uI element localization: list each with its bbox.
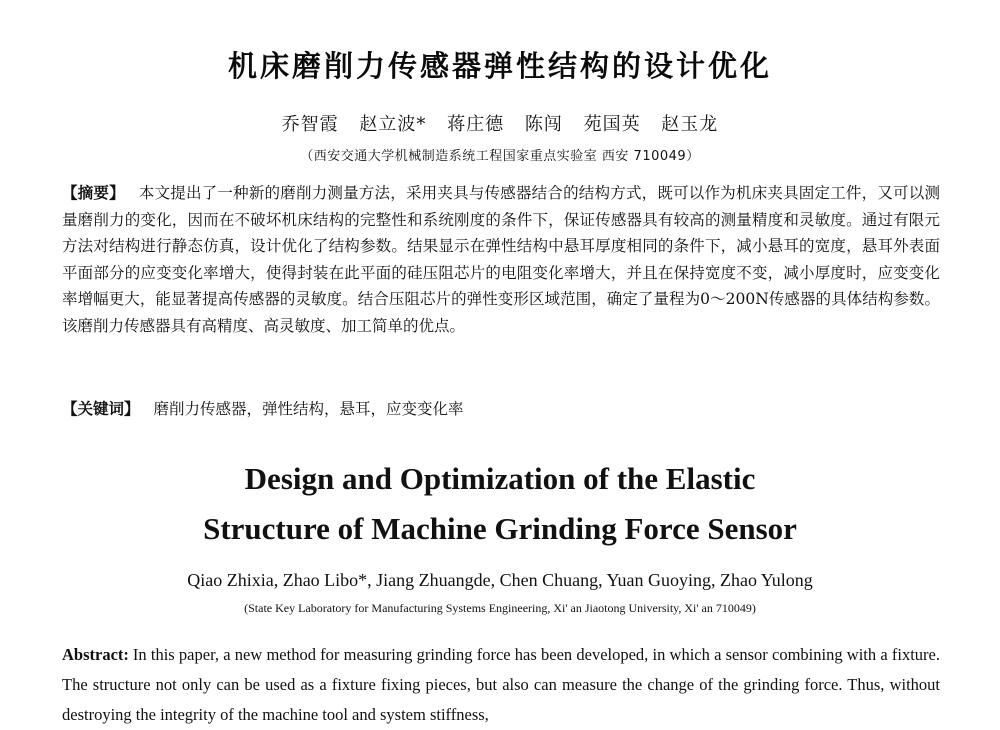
chinese-authors: 乔智霞 赵立波* 蒋庄德 陈闯 苑国英 赵玉龙 — [281, 114, 719, 135]
chinese-abstract-text: 本文提出了一种新的磨削力测量方法，采用夹具与传感器结合的结构方式，既可以作为机床夹具固定工件，又可以测量磨削力的变化，因而在不破坏机床结构的完整性和系统刚度的条件下，保证传感器具有较高的测量精度和灵敏度。通过有限元方法对结构进行静态仿真，设计优化了结构参数。结果显示在弹性结构中悬耳厚度相同的条件下，减小悬耳的宽度，悬耳外表面平面部分的应变变化率增大，使得封装在此平面的硅压阻芯片的电阻变化率增大，并且在保持宽度不变，减小厚度时，应变变化率增幅更大，能显著提高传感器的灵敏度。结合压阻芯片的弹性变形区域范围，确定了量程为0～200N传感器的具体结构参数。该磨削力传感器具有高精度、高灵敏度、加工简单的优点。 — [62, 184, 940, 335]
chinese-abstract-label: 【摘要】 — [62, 184, 125, 202]
chinese-title: 机床磨削力传感器弹性结构的设计优化 — [227, 49, 772, 83]
english-title — [0, 454, 1000, 554]
chinese-abstract — [62, 180, 940, 339]
english-abstract — [62, 640, 940, 730]
chinese-affiliation: （西安交通大学机械制造系统工程国家重点实验室 西安 710049） — [300, 149, 700, 164]
english-abstract-label: Abstract: — [62, 645, 129, 664]
english-affiliation: (State Key Laboratory for Manufacturing Systems Engineering, Xi' an Jiaotong University, Xi' an 710049) — [244, 601, 756, 615]
chinese-keywords-text: 磨削力传感器，弹性结构，悬耳，应变变化率 — [153, 400, 464, 418]
chinese-keywords — [62, 396, 940, 422]
english-title-line-2: Structure of Machine Grinding Force Sensor — [203, 511, 797, 546]
english-abstract-text: In this paper, a new method for measuring grinding force has been developed, in which a sensor combining with a fixture. The structure not only can be used as a fixture fixing pieces, but also can measure the change of the grinding force. Thus, without destroying the integrity of the machine tool and system stiffness, — [62, 645, 940, 724]
english-authors: Qiao Zhixia, Zhao Libo*, Jiang Zhuangde, Chen Chuang, Yuan Guoying, Zhao Yulong — [187, 570, 813, 590]
chinese-keywords-label: 【关键词】 — [62, 400, 140, 418]
english-title-line-1: Design and Optimization of the Elastic — [244, 461, 756, 496]
